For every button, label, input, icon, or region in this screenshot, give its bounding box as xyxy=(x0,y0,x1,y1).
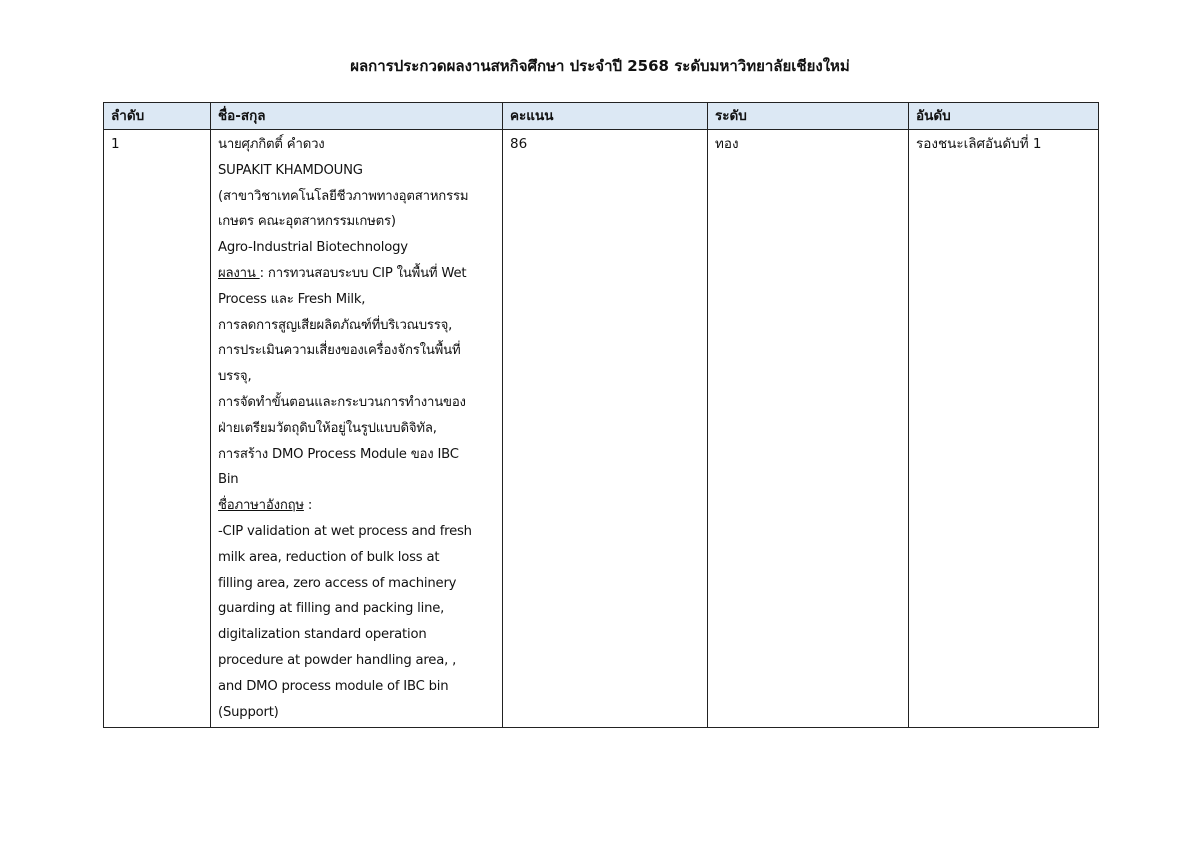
cell-award: รองชนะเลิศอันดับที่ 1 xyxy=(909,130,1099,728)
work-title-line-1 xyxy=(218,261,495,287)
cell-score: 86 xyxy=(503,130,708,728)
header-level: ระดับ xyxy=(708,103,909,130)
english-title-label: ชื่อภาษาอังกฤษ xyxy=(218,498,304,514)
results-table xyxy=(103,102,1099,728)
header-score: คะแนน xyxy=(503,103,708,130)
work-title-line: บรรจุ, xyxy=(218,369,252,385)
department-line-1: (สาขาวิชาเทคโนโลยีชีวภาพทางอุตสาหกรรม xyxy=(218,188,469,204)
work-title-line: การลดการสูญเสียผลิตภัณฑ์ที่บริเวณบรรจุ, xyxy=(218,317,453,333)
work-title-line: การประเมินความเสี่ยงของเครื่องจักรในพื้นที่ xyxy=(218,343,461,359)
document-title: ผลการประกวดผลงานสหกิจศึกษา ประจำปี 2568 ระดับมหาวิทยาลัยเชียงใหม่ xyxy=(350,57,850,75)
english-title-label-suffix: : xyxy=(303,498,313,514)
cell-name-details xyxy=(211,130,503,728)
table-header-row xyxy=(104,103,1099,130)
work-line-text: : การทวนสอบระบบ CIP ในพื้นที่ Wet xyxy=(259,265,467,281)
work-label: ผลงาน xyxy=(218,265,260,281)
cell-level: ทอง xyxy=(708,130,909,728)
header-order: ลำดับ xyxy=(104,103,211,130)
work-title-line: ฝ่ายเตรียมวัตถุดิบให้อยู่ในรูปแบบดิจิทัล, xyxy=(218,420,437,436)
student-name-en: SUPAKIT KHAMDOUNG xyxy=(218,162,363,178)
student-name-th: นายศุภกิตติ์ คำดวง xyxy=(218,137,325,152)
work-title-line: Process และ Fresh Milk, xyxy=(218,291,366,307)
header-name: ชื่อ-สกุล xyxy=(211,103,503,130)
department-line-2: เกษตร คณะอุตสาหกรรมเกษตร) xyxy=(218,214,396,230)
header-rank: อันดับ xyxy=(909,103,1099,130)
english-title-line: milk area, reduction of bulk loss at xyxy=(218,549,440,565)
english-title-line: digitalization standard operation xyxy=(218,627,427,643)
english-title-line: -CIP validation at wet process and fresh xyxy=(218,523,472,539)
department-en: Agro-Industrial Biotechnology xyxy=(218,240,408,256)
cell-order: 1 xyxy=(104,130,211,728)
english-title-line: filling area, zero access of machinery xyxy=(218,575,457,591)
table-row xyxy=(104,130,1099,728)
work-title-line: Bin xyxy=(218,472,239,488)
work-title-line: การจัดทำขั้นตอนและกระบวนการทำงานของ xyxy=(218,394,466,410)
work-title-line: การสร้าง DMO Process Module ของ IBC xyxy=(218,446,459,462)
english-title-line: procedure at powder handling area, , xyxy=(218,652,457,668)
english-title-heading xyxy=(218,493,495,519)
english-title-line: and DMO process module of IBC bin xyxy=(218,678,449,694)
english-title-line: guarding at filling and packing line, xyxy=(218,601,445,617)
english-title-line: (Support) xyxy=(218,704,279,720)
